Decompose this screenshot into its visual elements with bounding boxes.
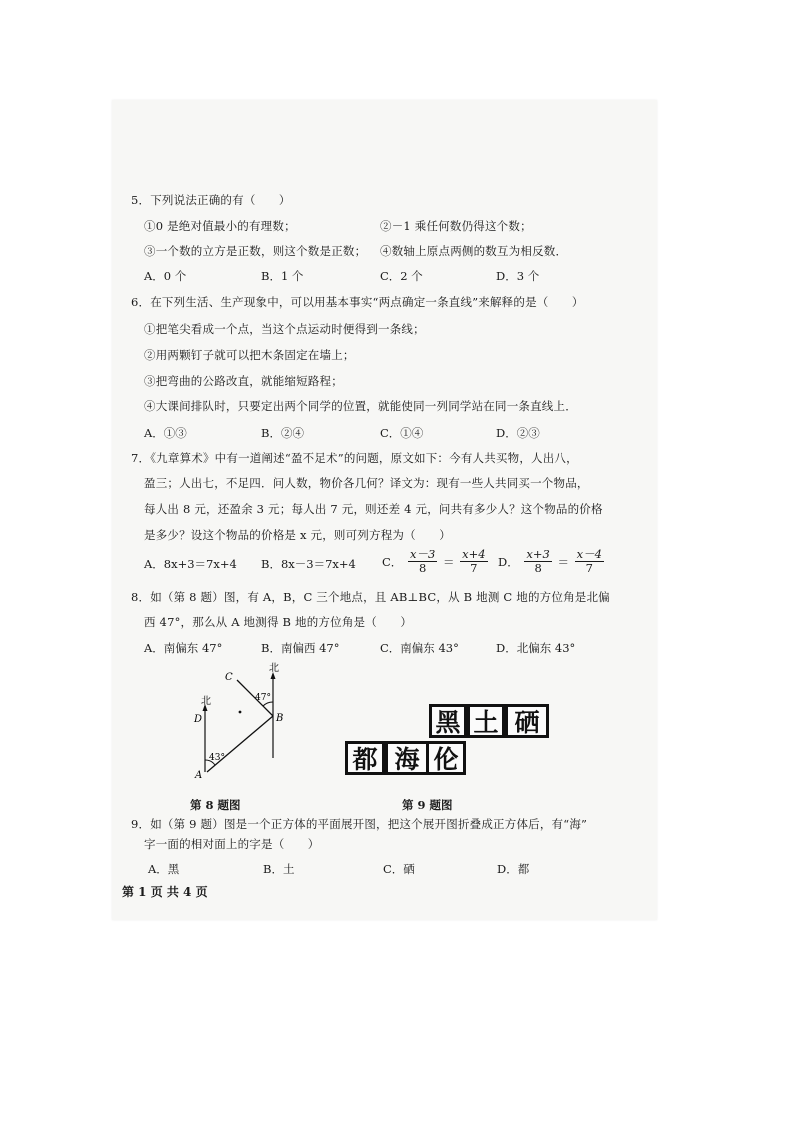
q7-option-d-frac-1	[524, 548, 551, 575]
page-footer: 第 1 页 共 4 页	[122, 885, 208, 899]
net-cell-xi: 硒	[505, 704, 549, 738]
q7-option-d-equals: ＝	[557, 554, 569, 569]
net-cell-lun: 伦	[426, 741, 466, 775]
q8-segment-ba	[207, 716, 273, 772]
q7-option-c-equals: ＝	[442, 554, 455, 569]
q7-option-d	[496, 548, 604, 575]
q8-label-angle-47: 47°	[255, 693, 271, 703]
q8-label-angle-43: 43°	[209, 753, 225, 763]
q7-option-a: A．8x+3＝7x+4	[144, 557, 237, 571]
q7-option-d-den-2: 7	[585, 561, 593, 575]
q9-option-b: B．土	[263, 862, 295, 876]
q7-option-c-num-1: x－3	[409, 547, 436, 561]
q7-option-c	[380, 548, 488, 575]
q9-option-c: C．硒	[383, 862, 415, 876]
q6-option-d: D．②③	[496, 426, 540, 440]
net-cell-tu: 土	[467, 704, 505, 738]
q8-option-d: D．北偏东 43°	[496, 641, 576, 655]
q7-option-c-den-1: 8	[418, 561, 427, 575]
q5-stem: 5．下列说法正确的有（ ）	[131, 193, 291, 207]
q7-option-d-num-1: x+3	[526, 547, 550, 561]
q7-option-d-frac-2	[575, 548, 604, 575]
q7-line-4: 是多少？设这个物品的价格是 x 元，则可列方程为（ ）	[144, 528, 451, 542]
q7-line-2: 盈三；人出七，不足四．问人数，物价各几何？译文为：现有一些人共同买一个物品，	[144, 476, 589, 490]
q7-option-c-num-2: x+4	[462, 547, 486, 561]
q8-option-b: B．南偏西 47°	[261, 641, 340, 655]
q9-line-2: 字一面的相对面上的字是（ ）	[144, 837, 320, 851]
q5-statement-2: ②－1 乘任何数仍得这个数；	[380, 219, 532, 233]
q7-line-3: 每人出 8 元，还盈余 3 元；每人出 7 元，则还差 4 元，问共有多少人？这个物品的价格	[144, 502, 603, 516]
q7-option-d-den-1: 8	[534, 561, 542, 575]
q6-statement-4: ④大课间排队时，只要定出两个同学的位置，就能使同一列同学站在同一条直线上．	[144, 399, 577, 413]
q8-line-2: 西 47°，那么从 A 地测得 B 地的方位角是（ ）	[144, 615, 413, 629]
q7-option-c-label: C．	[382, 554, 403, 569]
q6-option-b: B．②④	[261, 426, 304, 440]
q5-statement-4: ④数轴上原点两侧的数互为相反数．	[380, 244, 568, 258]
q7-option-d-num-2: x－4	[576, 547, 602, 561]
q8-figure-caption: 第 8 题图	[190, 798, 241, 812]
q5-option-b: B．1 个	[261, 269, 304, 283]
q6-option-a: A．①③	[144, 426, 187, 440]
q9-option-d: D．都	[497, 862, 530, 876]
q7-option-c-den-2: 7	[470, 561, 478, 575]
q5-statement-3: ③一个数的立方是正数，则这个数是正数；	[144, 244, 367, 258]
q8-line-1: 8．如（第 8 题）图，有 A，B，C 三个地点，且 AB⊥BC，从 B 地测 C 地的方位角是北偏	[131, 590, 610, 604]
q8-label-north-top: 北	[269, 663, 279, 674]
q7-option-c-frac-2	[460, 548, 487, 575]
q9-figure-caption: 第 9 题图	[402, 798, 453, 812]
q6-option-c: C．①④	[380, 426, 424, 440]
q7-line-1: 7．《九章算术》中有一道阐述“盈不足术”的问题，原文如下：今有人共买物，人出八，	[131, 451, 578, 465]
q8-option-c: C．南偏东 43°	[380, 641, 459, 655]
q6-statement-2: ②用两颗钉子就可以把木条固定在墙上；	[144, 348, 355, 362]
q8-figure	[185, 660, 295, 790]
net-cell-hai: 海	[385, 741, 429, 775]
q5-option-c: C．2 个	[380, 269, 423, 283]
q8-option-a: A．南偏东 47°	[144, 641, 223, 655]
q7-option-b: B．8x－3＝7x+4	[261, 557, 356, 571]
q5-option-a: A．0 个	[144, 269, 187, 283]
q7-option-c-frac-1	[408, 548, 437, 575]
q9-line-1: 9．如（第 9 题）图是一个正方体的平面展开图，把这个展开图折叠成正方体后，有“海”	[131, 817, 588, 831]
q6-statement-1: ①把笔尖看成一个点，当这个点运动时便得到一条线；	[144, 322, 425, 336]
q8-label-c: C	[225, 672, 233, 683]
q7-option-d-label: D．	[498, 554, 519, 569]
q5-option-d: D．3 个	[496, 269, 540, 283]
q8-label-a: A	[195, 770, 203, 781]
q6-statement-3: ③把弯曲的公路改直，就能缩短路程；	[144, 374, 343, 388]
q8-label-north-left: 北	[201, 696, 211, 707]
net-cell-hei: 黑	[429, 704, 467, 738]
q6-stem: 6．在下列生活、生产现象中，可以用基本事实“两点确定一条直线”来解释的是（ ）	[131, 295, 584, 309]
q8-label-b: B	[276, 713, 284, 724]
q8-dot	[239, 711, 242, 714]
q9-option-a: A．黑	[148, 862, 180, 876]
q8-label-d: D	[194, 714, 203, 725]
net-cell-du: 都	[345, 741, 385, 775]
q5-statement-1: ①0 是绝对值最小的有理数；	[144, 219, 296, 233]
